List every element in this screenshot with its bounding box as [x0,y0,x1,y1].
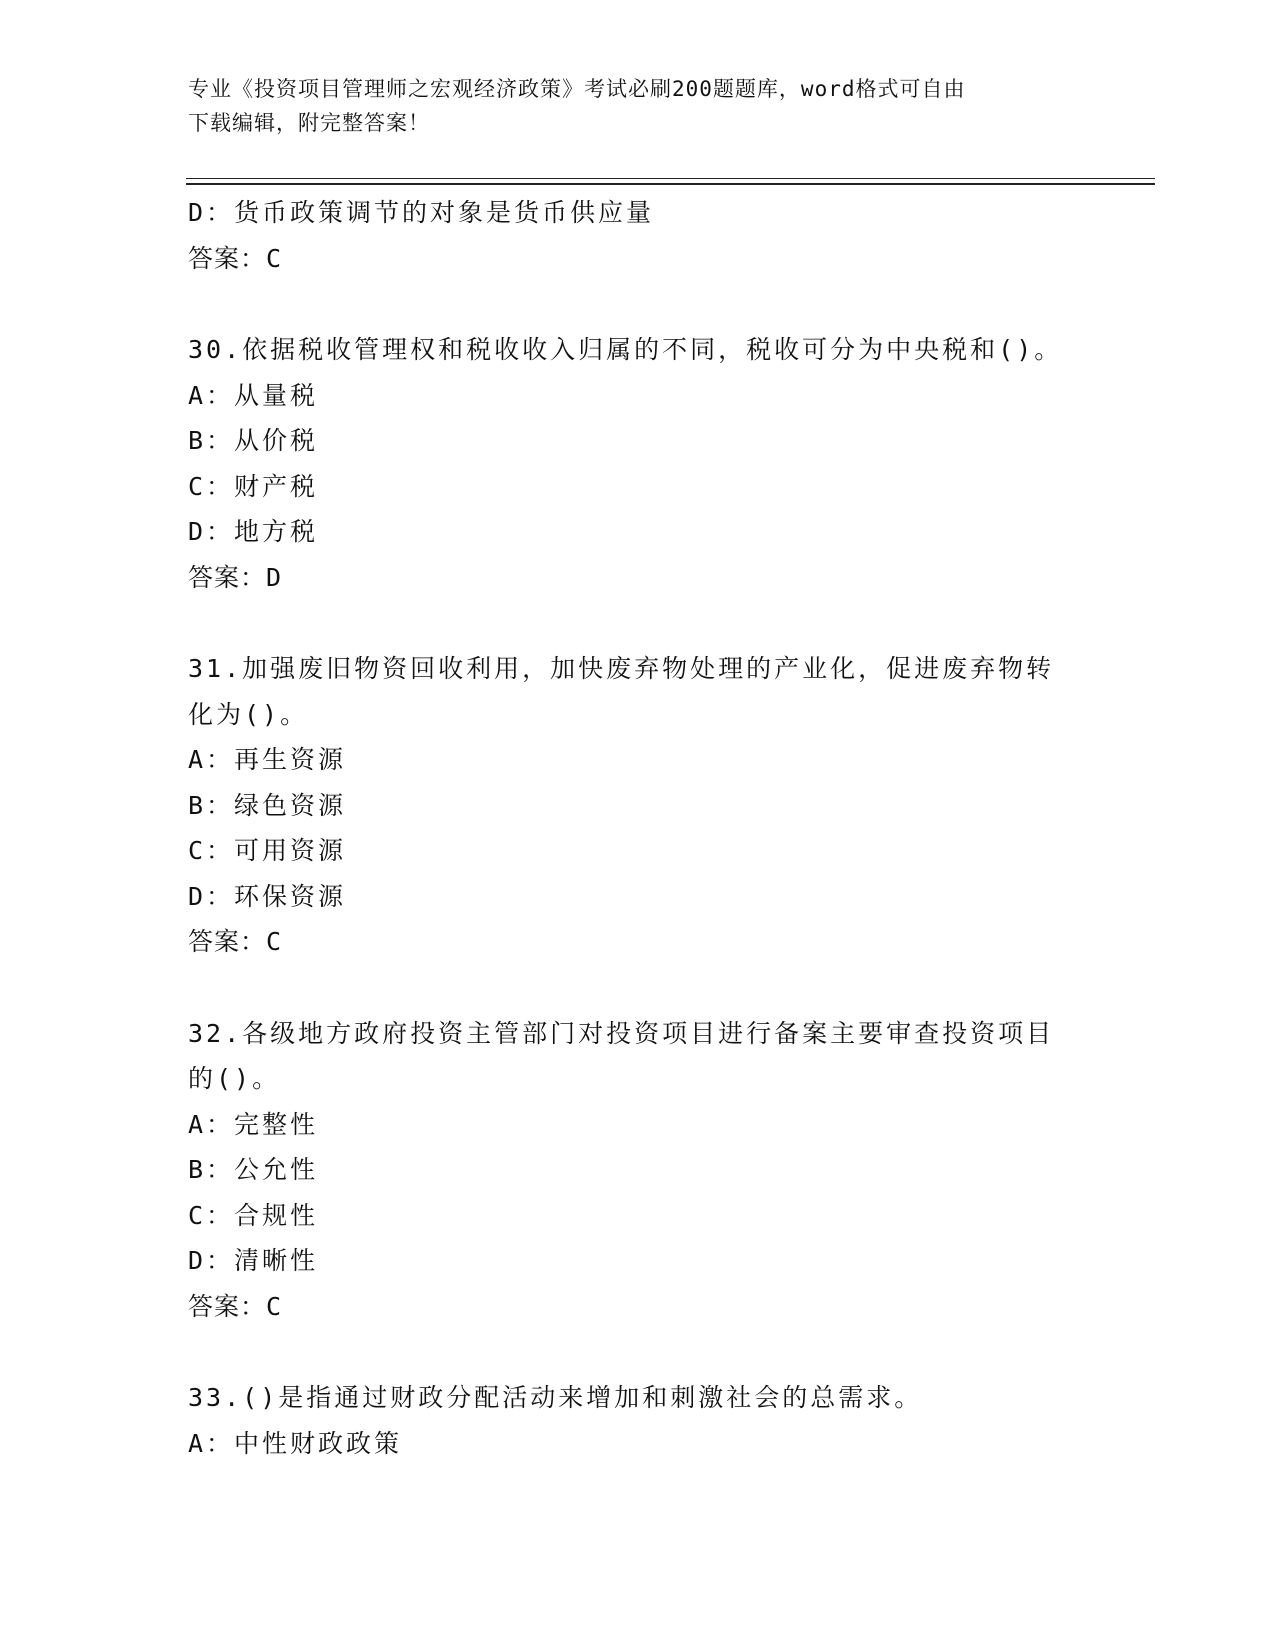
option-c: C：财产税 [188,471,319,501]
question-30 [188,327,1088,600]
answer: 答案：C [188,1291,283,1321]
question-list [188,190,1088,1466]
answer: 答案：C [188,243,283,273]
question-stem-continued: 的()。 [188,1064,281,1093]
header-line-2: 下载编辑，附完整答案！ [188,111,430,135]
option-b: B：从价税 [188,426,319,455]
header-line-1: 专业《投资项目管理师之宏观经济政策》考试必刷200题题库，word格式可自由 [188,77,966,101]
question-33 [188,1375,1088,1466]
spacer [188,965,1088,1011]
answer: 答案：D [188,562,283,592]
spacer [188,600,1088,646]
option-b: B：公允性 [188,1155,319,1184]
option-a: A：再生资源 [188,745,347,774]
header-divider-thick [186,183,1155,185]
option-d: D：清晰性 [188,1246,319,1275]
question-stem: 31.加强废旧物资回收利用，加快废弃物处理的产业化，促进废弃物转 [188,654,1055,683]
spacer [188,281,1088,327]
option-a: A：完整性 [188,1109,319,1139]
question-stem-continued: 化为()。 [188,699,309,729]
option-d: D：地方税 [188,517,319,546]
option-d: D：环保资源 [188,881,347,911]
spacer [188,1329,1088,1375]
option-c: C：合规性 [188,1200,319,1230]
question-stem: 33.()是指通过财政分配活动来增加和刺激社会的总需求。 [188,1383,923,1412]
option-c: C：可用资源 [188,836,347,865]
header-divider-thin [186,178,1155,179]
question-stem: 30.依据税收管理权和税收收入归属的不同，税收可分为中央税和()。 [188,335,1063,364]
document-header [188,72,1088,140]
option-a: A：中性财政政策 [188,1428,403,1458]
question-stem: 32.各级地方政府投资主管部门对投资项目进行备案主要审查投资项目 [188,1018,1055,1048]
option-a: A：从量税 [188,380,319,410]
option-d: D：货币政策调节的对象是货币供应量 [188,198,655,227]
question-31 [188,646,1088,965]
answer: 答案：C [188,927,283,956]
question-32 [188,1011,1088,1330]
option-b: B：绿色资源 [188,790,347,820]
